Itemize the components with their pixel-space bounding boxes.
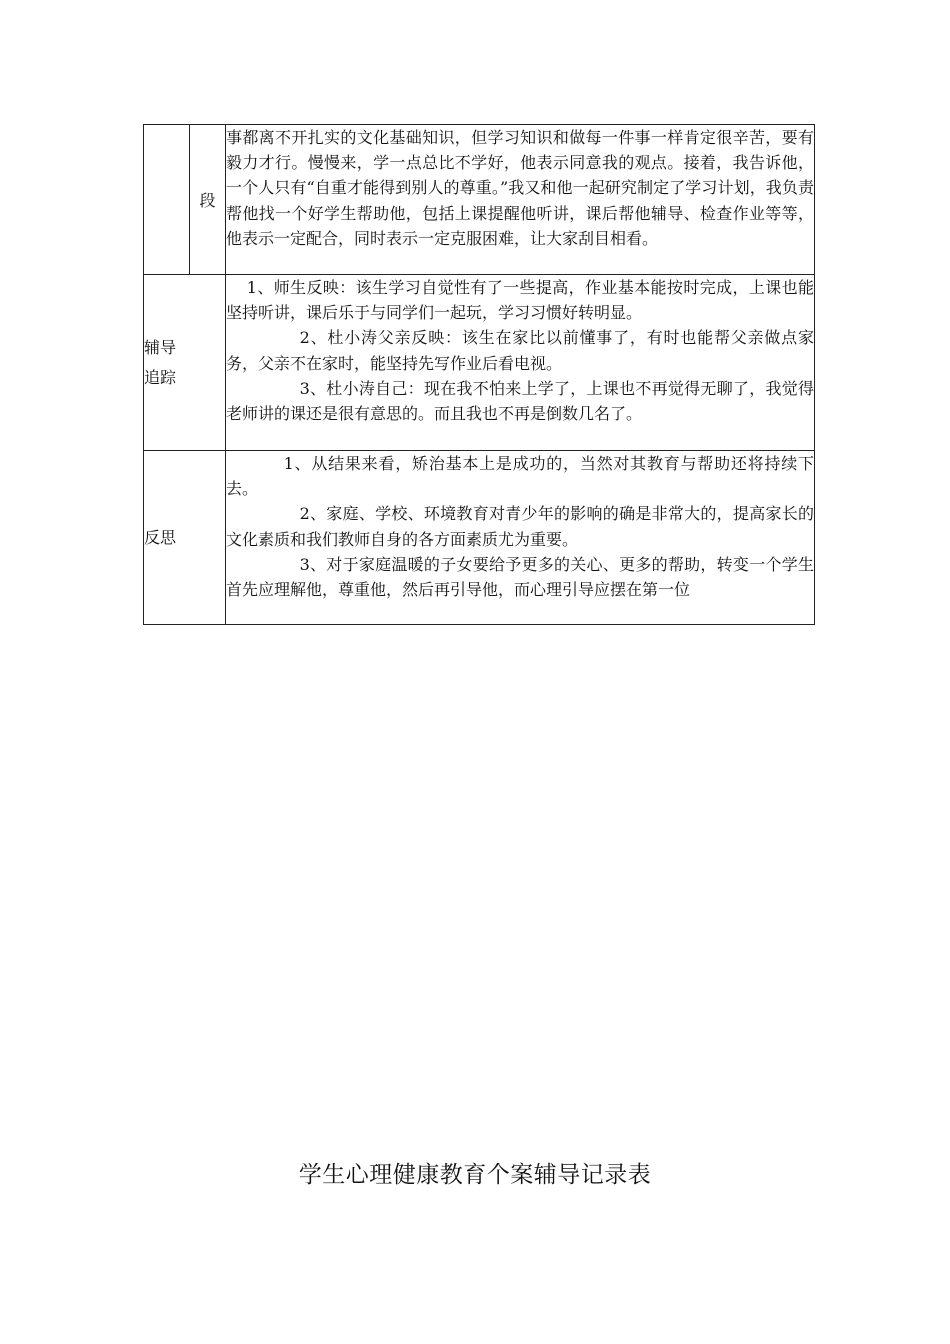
record-table — [143, 124, 815, 625]
row-sub-label: 段 — [190, 125, 226, 275]
reflection-paragraph-2: 2、家庭、学校、环境教育对青少年的影响的确是非常大的，提高家长的文化素质和我们教师自身的各方面素质尤为重要。 — [226, 504, 814, 549]
tracking-paragraph-1: 1、师生反映：该生学习自觉性有了一些提高，作业基本能按时完成，上课也能坚持听讲，课后乐于与同学们一起玩，学习习惯好转明显。 — [226, 278, 814, 323]
reflection-paragraph-1: 1、从结果来看，矫治基本上是成功的，当然对其教育与帮助还将持续下去。 — [226, 454, 814, 499]
tracking-label-line2: 追踪 — [144, 367, 177, 387]
tracking-paragraph-2: 2、杜小涛父亲反映：该生在家比以前懂事了，有时也能帮父亲做点家务，父亲不在家时，能坚持先写作业后看电视。 — [226, 328, 814, 373]
reflection-label: 反思 — [144, 451, 226, 625]
table-row-tracking — [144, 275, 815, 451]
method-content — [226, 125, 815, 275]
tracking-paragraph-3: 3、杜小涛自己：现在我不怕来上学了，上课也不再觉得无聊了，我觉得老师讲的课还是很有意思的。而且我也不再是倒数几名了。 — [226, 378, 814, 424]
table-row-reflection — [144, 451, 815, 625]
method-paragraph: 事都离不开扎实的文化基础知识，但学习知识和做每一件事一样肯定很辛苦，要有毅力才行。慢慢来，学一点总比不学好，他表示同意我的观点。接着，我告诉他，一个人只有“自重才能得到别人的尊重。”我又和他一起研究制定了学习计划，我负责帮他找一个好学生帮助他，包括上课提醒他听讲，课后帮他辅导、检查作业等等，他表示一定配合，同时表示一定克服困难，让大家刮目相看。 — [226, 128, 814, 248]
tracking-label-line1: 辅导 — [144, 337, 177, 357]
reflection-content — [226, 451, 815, 625]
reflection-paragraph-3: 3、对于家庭温暖的子女要给予更多的关心、更多的帮助，转变一个学生首先应理解他，尊重他，然后再引导他，而心理引导应摆在第一位 — [226, 554, 814, 600]
table-row-method — [144, 125, 815, 275]
tracking-content — [226, 275, 815, 451]
tracking-label — [144, 275, 226, 451]
row-label-cell-empty — [144, 125, 190, 275]
page-title: 学生心理健康教育个案辅导记录表 — [298, 1162, 652, 1188]
